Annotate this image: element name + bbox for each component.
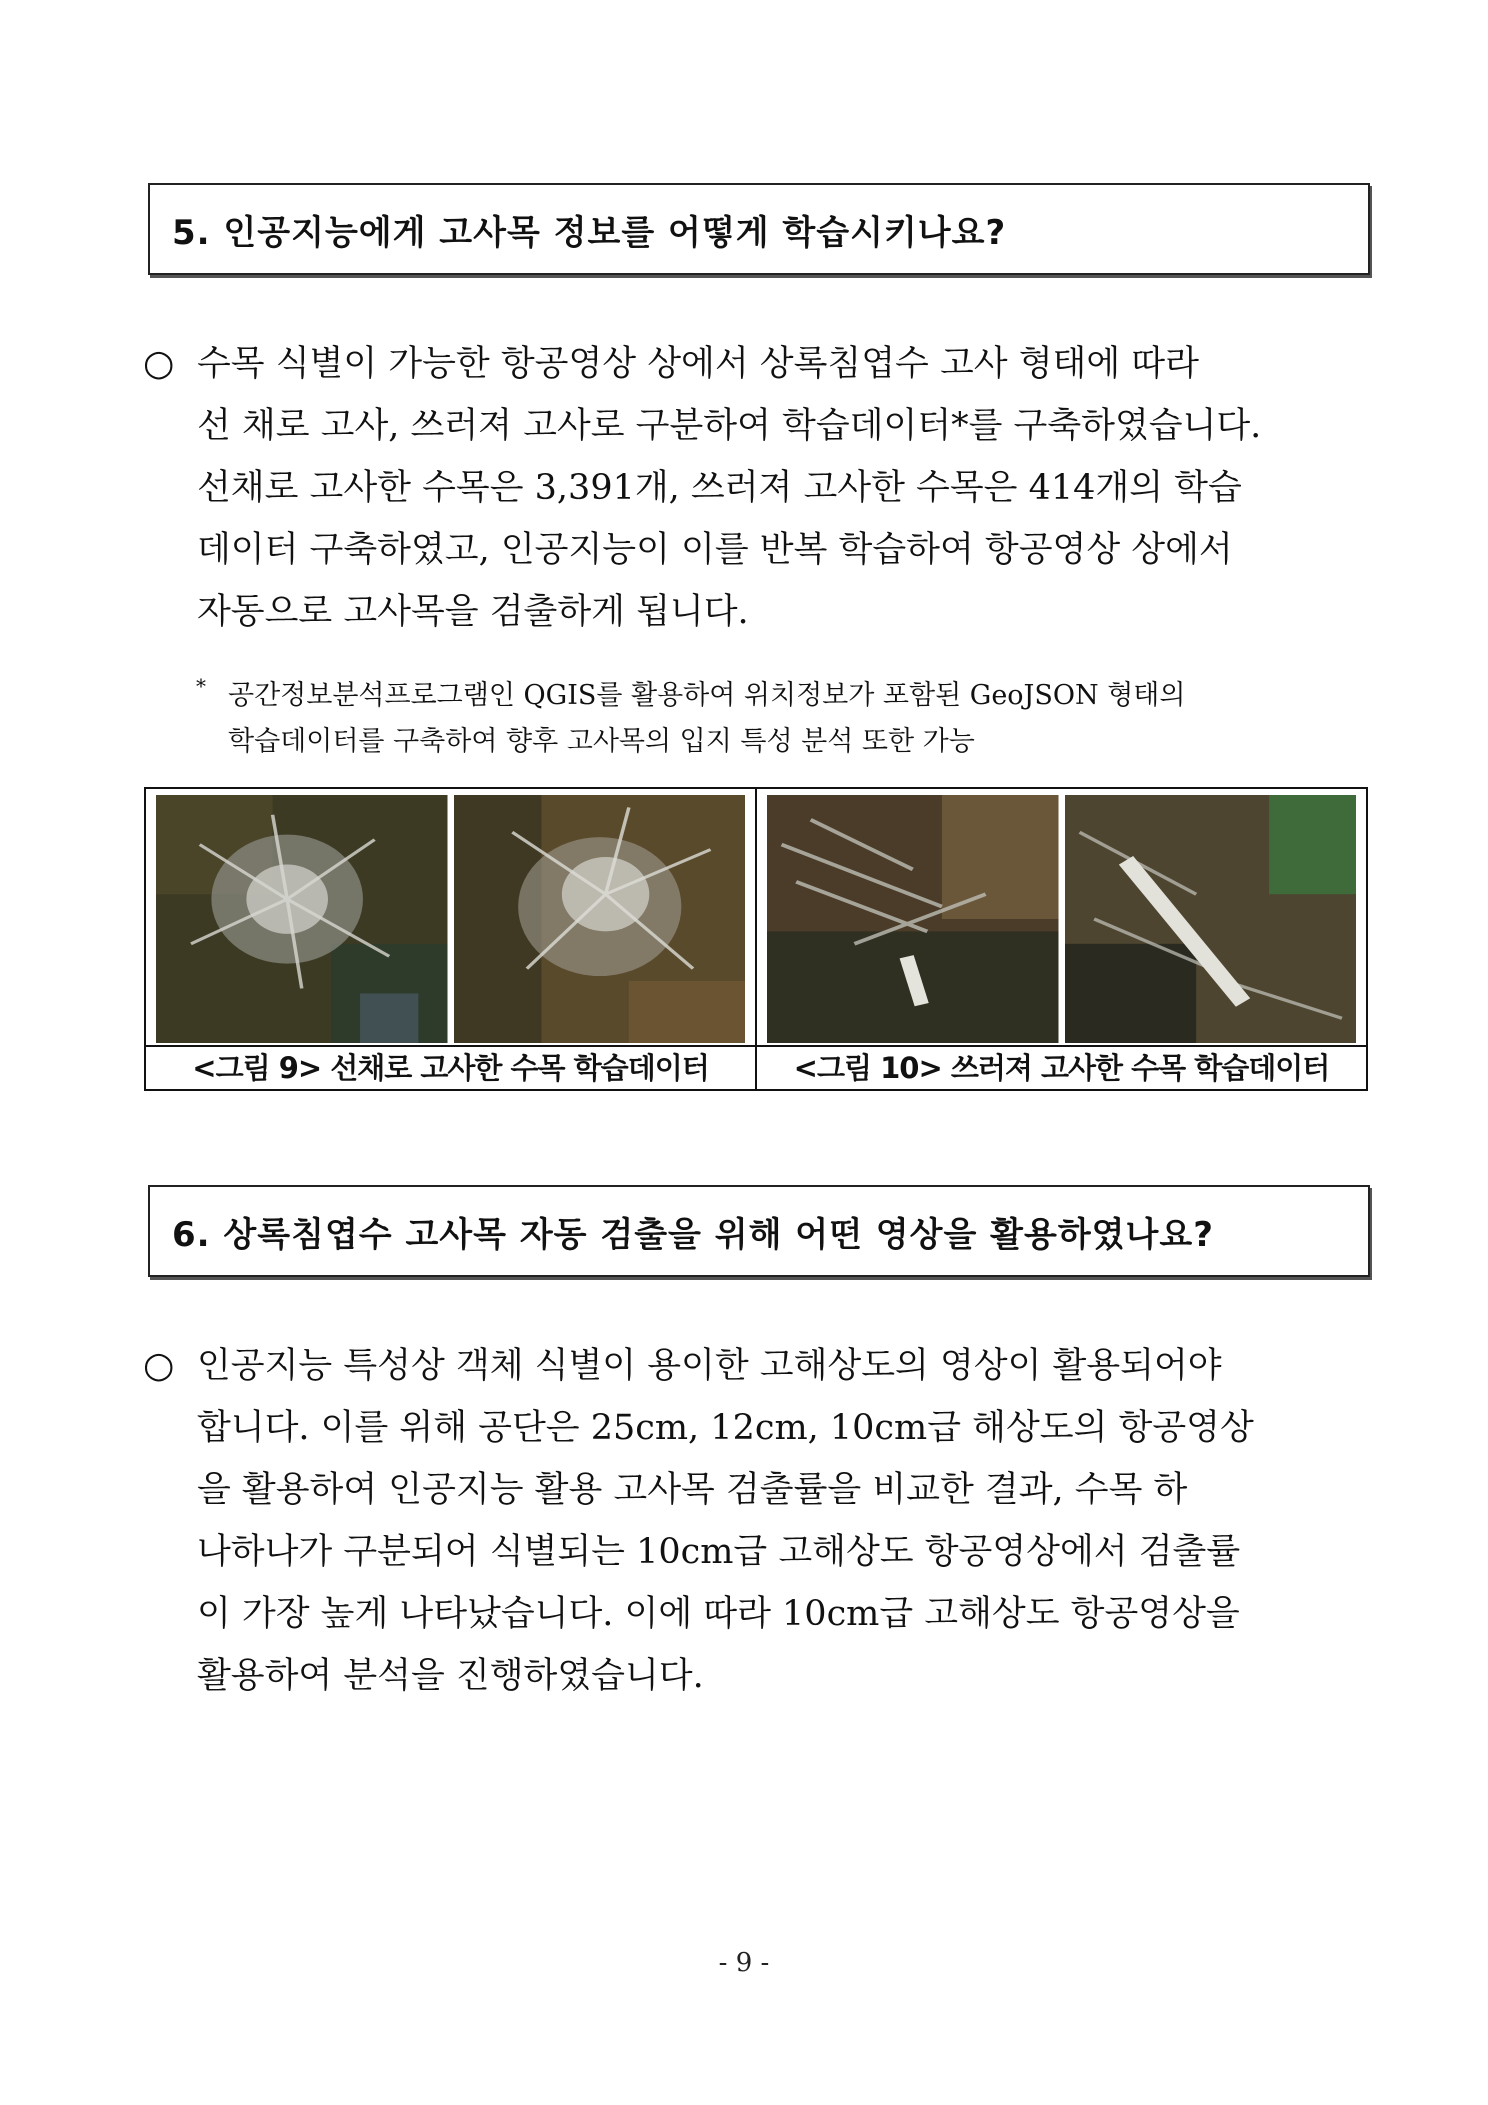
section-5-header [148,183,1370,275]
standing-dead-tree-photo-1 [156,795,448,1043]
page-number: - 9 - [718,1948,770,1978]
footnote [196,673,1376,765]
footnote-line: 공간정보분석프로그램인 QGIS를 활용하여 위치정보가 포함된 GeoJSON 형태의 [228,680,1186,711]
figure-9-cell [146,789,757,1089]
section-5-title: 5. 인공지능에게 고사목 정보를 어떻게 학습시키나요? [172,212,1007,253]
footnote-mark: * [196,674,206,698]
section-6-paragraph [143,1335,1375,1707]
para-line: 선채로 고사한 수목은 3,391개, 쓰러져 고사한 수목은 414개의 학습 [197,468,1242,508]
fallen-dead-tree-photo-1 [767,795,1059,1043]
para-line: 수목 식별이 가능한 항공영상 상에서 상록침엽수 고사 형태에 따라 [197,344,1199,384]
para-line: 활용하여 분석을 진행하였습니다. [197,1656,704,1696]
para-line: 나하나가 구분되어 식별되는 10cm급 고해상도 항공영상에서 검출률 [197,1532,1241,1572]
bullet-circle: ○ [143,1345,175,1386]
para-line: 데이터 구축하였고, 인공지능이 이를 반복 학습하여 항공영상 상에서 [197,530,1233,570]
section-5-paragraph [143,333,1375,643]
para-line: 을 활용하여 인공지능 활용 고사목 검출률을 비교한 결과, 수목 하 [197,1470,1188,1510]
fallen-dead-tree-photo-2 [1065,795,1357,1043]
bullet-circle: ○ [143,343,175,384]
para-line: 합니다. 이를 위해 공단은 25cm, 12cm, 10cm급 해상도의 항공영상 [197,1408,1254,1448]
footnote-line: 학습데이터를 구축하여 향후 고사목의 입지 특성 분석 또한 가능 [228,726,975,757]
para-line: 자동으로 고사목을 검출하게 됩니다. [197,592,749,632]
section-6-title: 6. 상록침엽수 고사목 자동 검출을 위해 어떤 영상을 활용하였나요? [172,1214,1214,1255]
figure-table [144,787,1368,1091]
figure-10-cell [757,789,1366,1089]
section-6-header [148,1185,1370,1277]
para-line: 선 채로 고사, 쓰러져 고사로 구분하여 학습데이터*를 구축하였습니다. [197,406,1262,446]
para-line: 이 가장 높게 나타났습니다. 이에 따라 10cm급 고해상도 항공영상을 [197,1594,1240,1634]
standing-dead-tree-photo-2 [454,795,746,1043]
figure-9-caption: <그림 9> 선채로 고사한 수목 학습데이터 [146,1045,755,1089]
figure-10-caption: <그림 10> 쓰러져 고사한 수목 학습데이터 [757,1045,1366,1089]
para-line: 인공지능 특성상 객체 식별이 용이한 고해상도의 영상이 활용되어야 [197,1346,1222,1386]
